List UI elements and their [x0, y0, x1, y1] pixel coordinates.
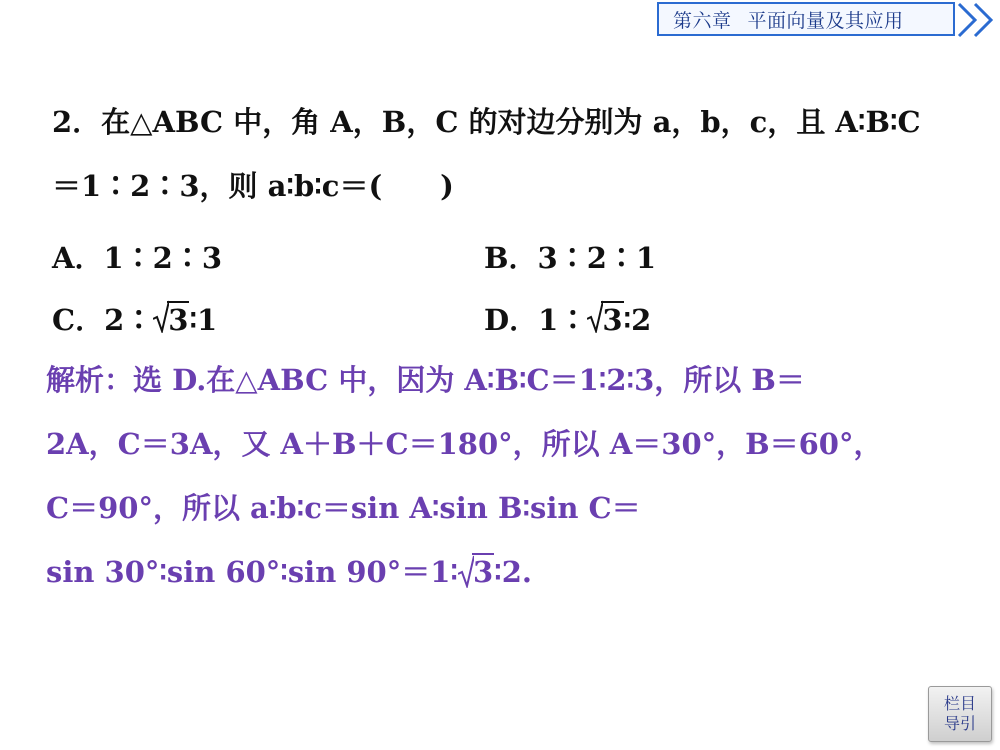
double-chevron-right-icon — [953, 0, 999, 40]
question-line-1: 2．在△ABC 中，角 A，B，C 的对边分别为 a，b，c，且 A∶B∶C — [52, 105, 921, 139]
chapter-number: 第六章 — [673, 9, 732, 32]
nav-label-line-1: 栏目 — [943, 694, 976, 713]
sqrt-symbol: 3 — [458, 558, 494, 587]
solution-line-1: 解析：选 D.在△ABC 中，因为 A∶B∶C＝1∶2∶3，所以 B＝ — [46, 363, 805, 397]
option-d: D．1∶ 3∶2 — [484, 303, 652, 337]
option-c: C．2∶ 3∶1 — [52, 303, 218, 337]
option-a: A．1∶2∶3 — [52, 241, 223, 275]
question-line-2: ＝1∶2∶3，则 a∶b∶c＝( ) — [52, 169, 454, 203]
sqrt-symbol: 3 — [153, 303, 189, 337]
sqrt-symbol: 3 — [587, 303, 623, 337]
section-nav-button[interactable] — [928, 686, 992, 742]
solution-line-3: C＝90°，所以 a∶b∶c＝sin A∶sin B∶sin C＝ — [46, 491, 641, 525]
chapter-header — [657, 2, 955, 36]
chapter-title: 平面向量及其应用 — [747, 9, 904, 32]
nav-label-line-2: 导引 — [943, 714, 976, 733]
solution-line-4: sin 30°∶sin 60°∶sin 90°＝1∶ 3∶2. — [46, 555, 532, 589]
option-b: B．3∶2∶1 — [484, 241, 657, 275]
solution-line-2: 2A，C＝3A，又 A＋B＋C＝180°，所以 A＝30°，B＝60°， — [46, 427, 883, 461]
